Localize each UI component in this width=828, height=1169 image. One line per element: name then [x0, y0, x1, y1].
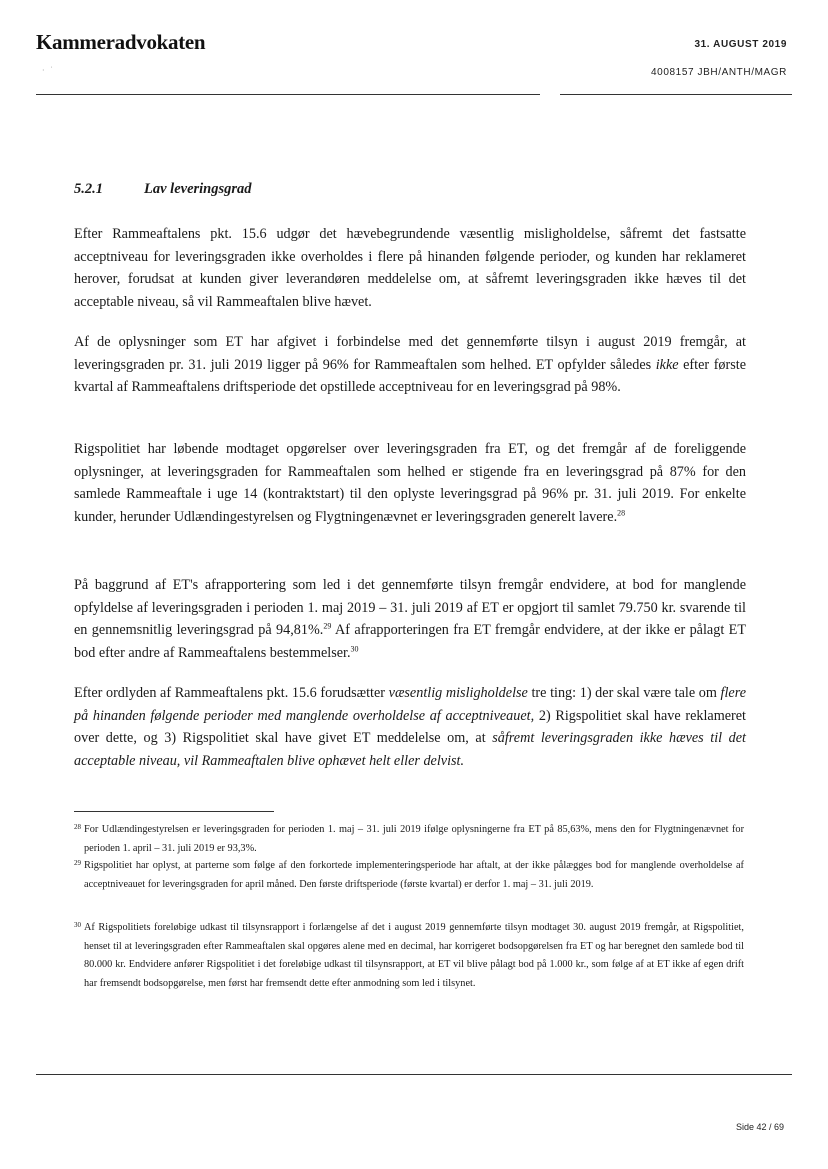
paragraph-5-emphasis-1: væsentlig misligholdelse [388, 685, 528, 701]
document-reference: 4008157 JBH/ANTH/MAGR [651, 67, 787, 78]
footnote-ref-30[interactable]: 30 [350, 643, 359, 653]
footnote-30 [74, 919, 746, 993]
paragraph-3 [74, 438, 746, 528]
firm-logo: Kammeradvokaten [36, 30, 206, 54]
section-number: 5.2.1 [74, 181, 103, 197]
footnote-28 [74, 821, 746, 858]
scan-specks: · ˙ [42, 66, 54, 75]
paragraph-1 [74, 223, 746, 313]
paragraph-5 [74, 682, 746, 772]
section-title: Lav leveringsgrad [144, 181, 252, 197]
footnote-number: 28 [74, 823, 81, 831]
header-rule-right [560, 94, 792, 95]
paragraph-5-text-c: 2) Rigspolitiet skal have reklameret over dette, og 3) Rigspolitiet skal have givet ET meddelelse om, at [74, 707, 746, 746]
paragraph-5-text-a: Efter ordlyden af Rammeaftalens pkt. 15.6 forudsætter [74, 685, 389, 701]
paragraph-2-text-a: Af de oplysninger som ET har afgivet i forbindelse med det gennemførte tilsyn i august 2019 fremgår, at leveringsgraden pr. 31. juli 2019 ligger på 96% for Rammeaftalen som helhed. ET opfylder således [74, 334, 746, 373]
paragraph-5-text-b: tre ting: 1) der skal være tale om [527, 685, 721, 701]
paragraph-4-text-a: På baggrund af ET's afrapportering som led i det gennemførte tilsyn fremgår endvidere, at bod for manglende opfyldelse af leveringsgraden i perioden 1. maj 2019 – 31. juli 2019 af ET er opgjort til samlet 79.750 kr. svarende til en gennemsnitlig leveringsgrad på 94,81%. [74, 577, 746, 638]
footnote-number: 29 [74, 859, 81, 867]
footnote-separator [74, 811, 274, 812]
page-number: Side 42 / 69 [735, 1122, 784, 1132]
footnote-text: Af Rigspolitiets foreløbige udkast til tilsynsrapport i forlængelse af det i august 2019 gennemførte tilsyn modtaget 30. august 2019 fremgår, at Rigspolitiet, henset til at leveringsgraden efter Rammeaftalen skal opgøres alene med en decimal, har korrigeret bodsopgørelsen fra ET og har beregnet den samlede bod til 80.000 kr. Endvidere anfører Rigspolitiet i det foreløbige udkast til tilsynsrapport, at ET vil blive pålagt bod på 1.000 kr., som følge af at ET ikke af egen drift har fremsendt bodsopgørelse, men først har fremsendt dette efter anmodning som led i tilsynet. [84, 922, 744, 989]
paragraph-2-emphasis: ikke [655, 356, 679, 373]
paragraph-1-text: Efter Rammeaftalens pkt. 15.6 udgør det hævebegrundende væsentlig misligholdelse, såfremt det fastsatte acceptniveau for leveringsgraden ikke overholdes i flere på hinanden følgende perioder, og kunden har reklameret herover, forudsat at kunden giver leverandøren meddelelse om, at såfremt leveringsgraden ikke hæves til det acceptable niveau, så vil Rammeaftalen blive hævet. [74, 226, 746, 310]
footer-rule [36, 1074, 792, 1075]
paragraph-3-text: Rigspolitiet har løbende modtaget opgørelser over leveringsgraden fra ET, og det fremgår af de foreliggende oplysninger, at leveringsgraden for Rammeaftalen som helhed er stigende fra en leveringsgrad på 87% for den samlede Rammeaftale i uge 14 (kontraktstart) til den oplyste leveringsgrad på 96% pr. 31. juli 2019. For enkelte kunder, herunder Udlændingestyrelsen og Flygtningenævnet er leveringsgraden generelt lavere. [74, 441, 746, 525]
paragraph-5-emphasis-2: flere på hinanden følgende perioder med manglende overholdelse af acceptniveauet, [74, 685, 747, 724]
footnote-29 [74, 857, 746, 894]
document-date: 31. AUGUST 2019 [694, 39, 787, 50]
paragraph-4 [74, 574, 746, 664]
footnote-text: Rigspolitiet har oplyst, at parterne som følge af den forkortede implementeringsperiode har aftalt, at der ikke pålægges bod for manglende overholdelse af acceptniveauet for leveringsgraden for april måned. Den første driftsperiode (første kvartal) er derfor 1. maj – 31. juli 2019. [84, 860, 744, 890]
footnote-ref-29[interactable]: 29 [323, 621, 332, 631]
paragraph-4-text-b: Af afrapporteringen fra ET fremgår endvidere, at der ikke er pålagt ET bod efter andre af Rammeaftalens bestemmelser. [74, 622, 747, 661]
paragraph-2 [74, 331, 746, 399]
header-rule-left [36, 94, 540, 95]
paragraph-2-text-b: efter første kvartal af Rammeaftalens driftsperiode det opstillede acceptniveau for en leveringsgrad på 98%. [74, 356, 746, 395]
footnote-number: 30 [74, 921, 81, 929]
footnote-text: For Udlændingestyrelsen er leveringsgraden for perioden 1. maj – 31. juli 2019 ifølge oplysningerne fra ET på 85,63%, mens den for Flygtningenævnet for perioden 1. april – 31. juli 2019 er 93,3%. [84, 824, 744, 854]
paragraph-5-emphasis-3: såfremt leveringsgraden ikke hæves til det acceptable niveau, vil Rammeaftalen blive ophævet helt eller delvist. [74, 730, 746, 769]
section-heading [74, 181, 252, 198]
footnote-ref-28[interactable]: 28 [617, 507, 626, 517]
